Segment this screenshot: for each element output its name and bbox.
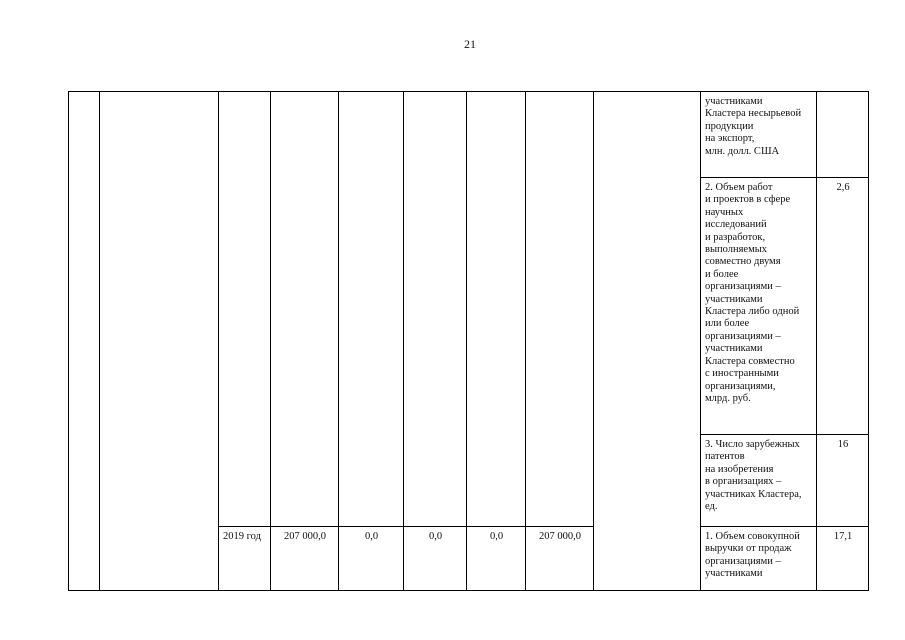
indicator-line: совместно двумя (705, 256, 781, 268)
empty-cell (69, 92, 100, 591)
funding-cell: 0,0 (339, 527, 404, 591)
indicator-line: участниками (705, 343, 763, 355)
funding-cell: 0,0 (467, 527, 526, 591)
indicator-value: 16 (817, 435, 869, 527)
indicator-line: участниками (705, 96, 763, 107)
indicator-cell (701, 435, 817, 527)
indicator-line: Кластера несырьевой (705, 108, 802, 120)
empty-cell (467, 92, 526, 527)
indicator-line: в организациях – (705, 476, 782, 488)
indicator-line: с иностранными (705, 368, 779, 380)
indicator-value (817, 92, 869, 178)
indicator-value: 17,1 (817, 527, 869, 591)
indicator-cell (701, 527, 817, 591)
indicator-line: и проектов в сфере (705, 194, 791, 206)
indicator-line: выручки от продаж (705, 543, 792, 555)
total-funding-cell: 207 000,0 (271, 527, 339, 591)
indicator-line: научных (705, 206, 744, 218)
indicator-line: или более (705, 318, 750, 330)
empty-cell (526, 92, 594, 527)
indicator-cell (701, 92, 817, 178)
indicator-cell (701, 178, 817, 435)
indicator-line: Кластера либо одной (705, 306, 800, 318)
funding-cell: 0,0 (404, 527, 467, 591)
indicator-line: млн. долл. США (705, 145, 780, 157)
indicator-line: ед. (705, 501, 718, 513)
indicator-line: выполняемых (705, 244, 768, 256)
indicator-value: 2,6 (817, 178, 869, 435)
empty-cell (219, 92, 271, 527)
indicator-line: 2. Объем работ (705, 182, 773, 193)
indicator-line: организациями – (705, 330, 781, 342)
indicator-line: продукции (705, 120, 754, 132)
indicator-line: и разработок, (705, 231, 766, 243)
funding-table (68, 91, 869, 591)
indicator-line: организациями, (705, 380, 776, 392)
indicator-line: исследований (705, 219, 767, 231)
empty-cell (339, 92, 404, 527)
indicator-line: на экспорт, (705, 133, 755, 145)
indicator-line: организациями – (705, 281, 781, 293)
page-number: 21 (464, 37, 476, 51)
indicator-line: на изобретения (705, 463, 774, 475)
year-cell: 2019 год (219, 527, 271, 591)
indicator-line: патентов (705, 451, 745, 463)
empty-cell (271, 92, 339, 527)
table-row (69, 92, 869, 178)
indicator-line: млрд. руб. (705, 392, 751, 404)
indicator-line: организациями – (705, 555, 781, 567)
empty-cell (594, 92, 701, 591)
indicator-line: Кластера совместно (705, 355, 795, 367)
indicator-line: участниками (705, 568, 763, 580)
funding-cell: 207 000,0 (526, 527, 594, 591)
empty-cell (404, 92, 467, 527)
indicator-line: и более (705, 268, 739, 280)
indicator-line: участниках Кластера, (705, 488, 802, 500)
indicator-line: 3. Число зарубежных (705, 439, 800, 450)
empty-cell (100, 92, 219, 591)
indicator-line: участниками (705, 293, 763, 305)
indicator-line: 1. Объем совокупной (705, 531, 800, 542)
